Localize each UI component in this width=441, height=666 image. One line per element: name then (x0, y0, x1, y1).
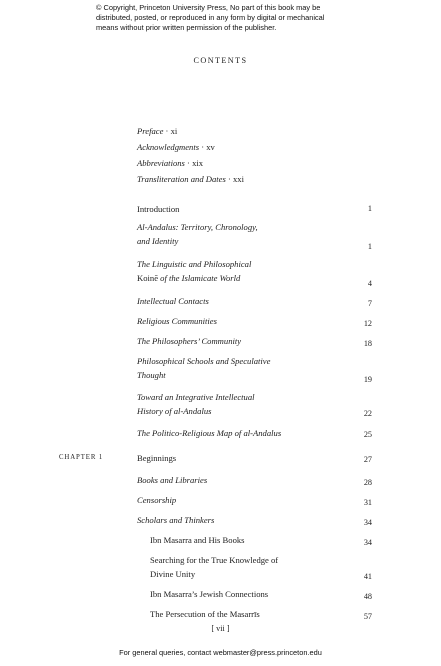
prelim-separator: · (163, 126, 171, 136)
toc-entry[interactable] (0, 510, 441, 530)
toc-entry-title: Books and Libraries (137, 475, 208, 485)
toc-entry-line: The Linguistic and Philosophical (137, 259, 252, 269)
toc-entry-page: 25 (363, 430, 372, 439)
prelim-label: Preface (137, 126, 164, 136)
toc-entry-title: Ibn Masarra and His Books (150, 535, 245, 545)
toc-entry[interactable] (0, 530, 441, 550)
prelim-entry[interactable] (137, 139, 377, 155)
toc-entry-line: and Identity (137, 236, 179, 246)
prelim-label: Abbreviations (137, 158, 185, 168)
toc-entry-page: 1 (367, 242, 372, 251)
toc-entry[interactable] (0, 387, 441, 421)
toc-entry-line: Al-Andalus: Territory, Chronology, (137, 222, 258, 232)
toc-entry-page: 34 (363, 518, 372, 527)
toc-entry-page: 31 (363, 498, 372, 507)
prelim-page: xi (170, 126, 178, 136)
toc-entry-line (137, 271, 309, 285)
copyright-line: distributed, posted, or reproduced in any form by digital or mechanical (96, 13, 325, 22)
toc-entry[interactable] (0, 604, 441, 624)
toc-entry-page: 41 (363, 572, 372, 581)
toc-entry-title: Scholars and Thinkers (137, 515, 215, 525)
toc-entry[interactable] (0, 490, 441, 510)
chapter-label: CHAPTER 1 (59, 454, 104, 461)
toc-entry-page: 34 (363, 538, 372, 547)
toc-entry[interactable] (0, 470, 441, 490)
toc-entry[interactable] (0, 291, 441, 311)
copyright-line: means without prior written permission of the publisher. (96, 23, 277, 32)
toc-entry-title (137, 354, 309, 382)
toc-entry[interactable] (0, 331, 441, 351)
prelim-separator: · (225, 174, 233, 184)
toc-entry-title (137, 257, 309, 285)
toc-entry-title: The Philosophers’ Community (137, 336, 242, 346)
prelim-entry[interactable] (137, 123, 377, 139)
toc-entry-title: Introduction (137, 204, 180, 214)
toc-entry[interactable] (0, 550, 441, 584)
chapter-title: Beginnings (137, 453, 177, 463)
contents-title: CONTENTS (193, 56, 248, 65)
prelim-page: xxi (232, 174, 244, 184)
prelim-entry[interactable] (137, 155, 377, 171)
toc-entry-line: Toward an Integrative Intellectual (137, 392, 255, 402)
prelim-entry[interactable] (137, 171, 377, 187)
prelim-page: xv (206, 142, 215, 152)
toc-entry-introduction[interactable] (0, 199, 441, 217)
prelims-list (137, 123, 377, 187)
copyright-line: © Copyright, Princeton University Press, No part of this book may be (96, 3, 321, 12)
toc-entry-title: The Politico-Religious Map of al-Andalus (137, 428, 282, 438)
toc-entry[interactable] (0, 421, 441, 444)
toc-entry-title (137, 390, 309, 418)
prelim-label: Transliteration and Dates (137, 174, 226, 184)
toc-entry-page: 18 (363, 339, 372, 348)
toc-entry-page: 12 (363, 319, 372, 328)
toc-entry-page: 27 (363, 455, 372, 464)
toc-entry-page: 7 (367, 299, 372, 308)
toc-entry[interactable] (0, 311, 441, 331)
toc-chapter-1[interactable] (0, 444, 441, 470)
page-folio: [ vii ] (211, 624, 230, 633)
toc-entry-line: Philosophical Schools and Speculative (137, 356, 271, 366)
toc-entry-title: Ibn Masarra’s Jewish Connections (150, 589, 269, 599)
copyright-notice (96, 3, 396, 33)
toc-entry-title: The Persecution of the Masarrīs (150, 609, 260, 619)
prelim-separator: · (184, 158, 193, 168)
toc-entry[interactable] (0, 254, 441, 291)
toc-entry-line: Thought (137, 370, 166, 380)
toc-entry-line: Divine Unity (150, 569, 196, 579)
prelim-label: Acknowledgments (137, 142, 200, 152)
toc-entry-page: 19 (363, 375, 372, 384)
toc-entry-page: 28 (363, 478, 372, 487)
toc-entry-line: Searching for the True Knowledge of (150, 555, 279, 565)
toc-entry[interactable] (0, 217, 441, 254)
toc-entry-title (150, 553, 330, 581)
toc-entry-page: 48 (363, 592, 372, 601)
toc-entry-page: 57 (363, 612, 372, 621)
table-of-contents (0, 199, 441, 624)
toc-entry-line-rest: of the Islamicate World (158, 273, 241, 283)
prelim-separator: · (199, 142, 207, 152)
footer-contact: For general queries, contact webmaster@press.princeton.edu (119, 648, 322, 657)
toc-entry-line: History of al-Andalus (137, 406, 212, 416)
toc-entry-title: Religious Communities (137, 316, 217, 326)
toc-entry-page: 4 (367, 279, 372, 288)
toc-entry[interactable] (0, 351, 441, 387)
prelim-page: xix (192, 158, 204, 168)
toc-entry-page: 22 (363, 409, 372, 418)
toc-entry-title: Intellectual Contacts (137, 296, 209, 306)
toc-entry-term: Koinē (137, 273, 159, 283)
toc-entry[interactable] (0, 584, 441, 604)
toc-entry-title (137, 220, 309, 248)
toc-entry-page: 1 (367, 204, 372, 213)
toc-entry-title: Censorship (137, 495, 177, 505)
